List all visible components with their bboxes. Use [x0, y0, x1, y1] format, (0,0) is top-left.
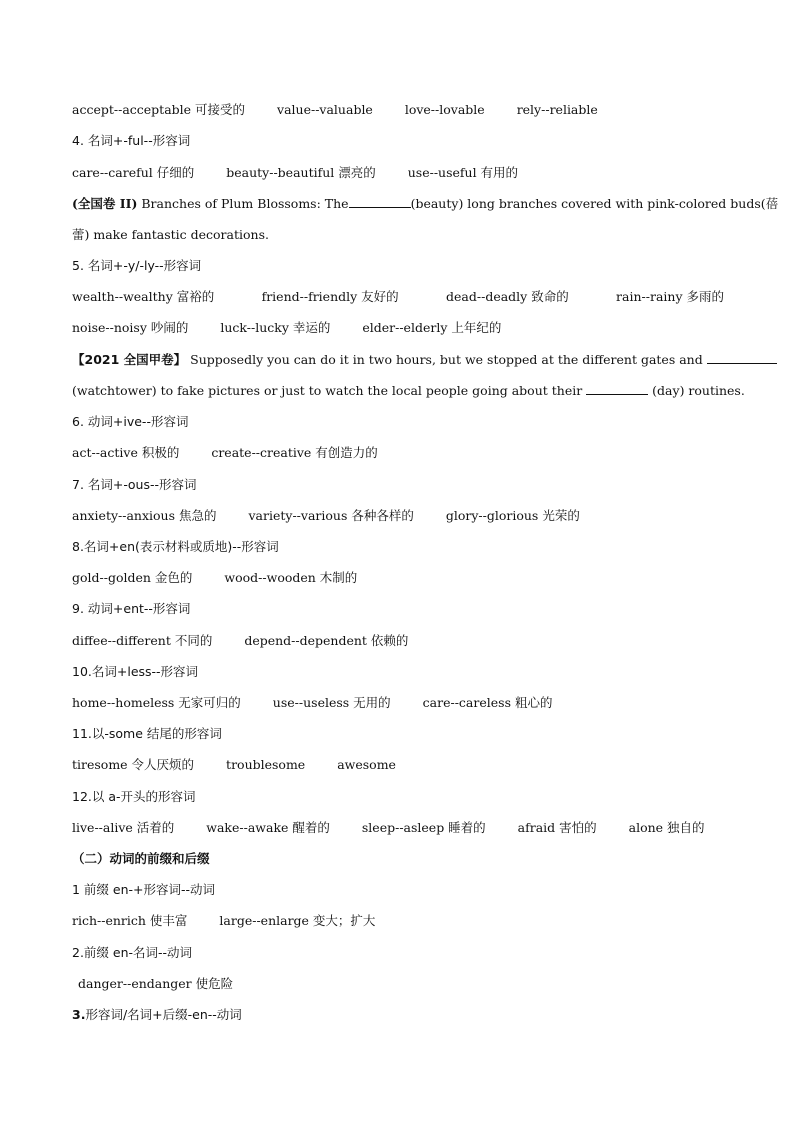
word-pair: variety--various 各种各样的	[248, 508, 414, 523]
rule-heading-10: 10.名词+less--形容词	[72, 664, 199, 679]
verb-rule-heading-1: 1 前缀 en-+形容词--动词	[72, 882, 216, 897]
word-pair: danger--endanger 使危险	[78, 976, 234, 991]
word-pair: dead--deadly 致命的	[446, 289, 569, 304]
word-list-line	[72, 693, 724, 713]
word-pair: luck--lucky 幸运的	[220, 320, 331, 335]
word-pair: elder--elderly 上年纪的	[362, 320, 502, 335]
word-list-line	[72, 568, 724, 588]
word-pair: rain--rainy 多雨的	[616, 289, 724, 304]
question-text: (day) routines.	[652, 383, 745, 398]
rule-number: 3.	[72, 1007, 86, 1022]
rule-heading-11: 11.以-some 结尾的形容词	[72, 726, 222, 741]
rule-heading-9: 9. 动词+ent--形容词	[72, 601, 191, 616]
word-pair: care--careless 粗心的	[422, 695, 553, 710]
word-pair: live--alive 活着的	[72, 820, 175, 835]
word-list-line	[72, 506, 724, 526]
section-heading-verbs: （二）动词的前缀和后缀	[72, 851, 210, 866]
word-list-line	[72, 287, 724, 307]
question-text: (beauty) long branches covered with pink-colored buds(蓓	[410, 196, 779, 211]
word-pair: sleep--asleep 睡着的	[361, 820, 486, 835]
answer-blank[interactable]	[586, 381, 648, 395]
question-text: Supposedly you can do it in two hours, but we stopped at the different gates and	[186, 352, 703, 367]
word-list-line	[78, 974, 724, 994]
word-pair: act--active 积极的	[72, 445, 180, 460]
question-text: (watchtower) to fake pictures or just to watch the local people going about their	[72, 383, 583, 398]
word-pair: wake--awake 醒着的	[206, 820, 330, 835]
word-pair: tiresome 令人厌烦的	[72, 757, 195, 772]
rule-text: 形容词/名词+后缀-en--动词	[85, 1007, 242, 1022]
word-pair: rely--reliable	[516, 102, 598, 117]
word-pair: love--lovable	[404, 102, 485, 117]
word-pair: care--careful 仔细的	[72, 165, 195, 180]
word-pair: alone 独自的	[628, 820, 705, 835]
exercise-question-1-cont: 蕾) make fantastic decorations.	[72, 227, 269, 242]
word-pair: beauty--beautiful 漂亮的	[226, 165, 376, 180]
word-pair: use--useful 有用的	[407, 165, 519, 180]
exercise-question-2-cont	[72, 381, 745, 401]
exercise-question-1	[72, 194, 779, 214]
word-list-line	[72, 443, 724, 463]
word-pair: wealth--wealthy 富裕的	[72, 289, 215, 304]
word-list-line	[72, 318, 724, 338]
word-pair: accept--acceptable 可接受的	[72, 102, 246, 117]
exam-source: (全国卷 II)	[72, 196, 138, 211]
word-pair: friend--friendly 友好的	[261, 289, 399, 304]
word-pair: troublesome	[226, 757, 306, 772]
word-pair: anxiety--anxious 焦急的	[72, 508, 217, 523]
word-list-line	[72, 163, 724, 183]
word-pair: afraid 害怕的	[517, 820, 597, 835]
word-list-line	[72, 631, 724, 651]
word-pair: glory--glorious 光荣的	[445, 508, 580, 523]
rule-heading-12: 12.以 a-开头的形容词	[72, 789, 196, 804]
answer-blank[interactable]	[707, 350, 777, 364]
word-list-line	[72, 755, 724, 775]
word-pair: wood--wooden 木制的	[224, 570, 358, 585]
word-pair: create--creative 有创造力的	[211, 445, 378, 460]
word-pair: value--valuable	[277, 102, 373, 117]
answer-blank[interactable]	[349, 194, 411, 208]
word-pair: noise--noisy 吵闹的	[72, 320, 189, 335]
rule-heading-5: 5. 名词+-y/-ly--形容词	[72, 258, 202, 273]
rule-heading-6: 6. 动词+ive--形容词	[72, 414, 189, 429]
word-list-line	[72, 818, 724, 838]
rule-heading-4: 4. 名词+-ful--形容词	[72, 133, 191, 148]
word-pair: large--enlarge 变大；扩大	[219, 913, 376, 928]
word-pair: home--homeless 无家可归的	[72, 695, 241, 710]
verb-rule-heading-3	[72, 1005, 724, 1025]
word-list-line	[72, 100, 724, 120]
exercise-question-2	[72, 350, 724, 370]
word-list-line	[72, 911, 724, 931]
rule-heading-8: 8.名词+en(表示材料或质地)--形容词	[72, 539, 279, 554]
word-pair: use--useless 无用的	[272, 695, 391, 710]
word-pair: gold--golden 金色的	[72, 570, 193, 585]
word-pair: rich--enrich 使丰富	[72, 913, 188, 928]
word-pair: diffee--different 不同的	[72, 633, 213, 648]
verb-rule-heading-2: 2.前缀 en-名词--动词	[72, 945, 193, 960]
word-pair: depend--dependent 依赖的	[244, 633, 409, 648]
question-text: Branches of Plum Blossoms: The	[137, 196, 349, 211]
word-pair: awesome	[337, 757, 396, 772]
exam-source: 【2021 全国甲卷】	[72, 352, 187, 367]
rule-heading-7: 7. 名词+-ous--形容词	[72, 477, 197, 492]
